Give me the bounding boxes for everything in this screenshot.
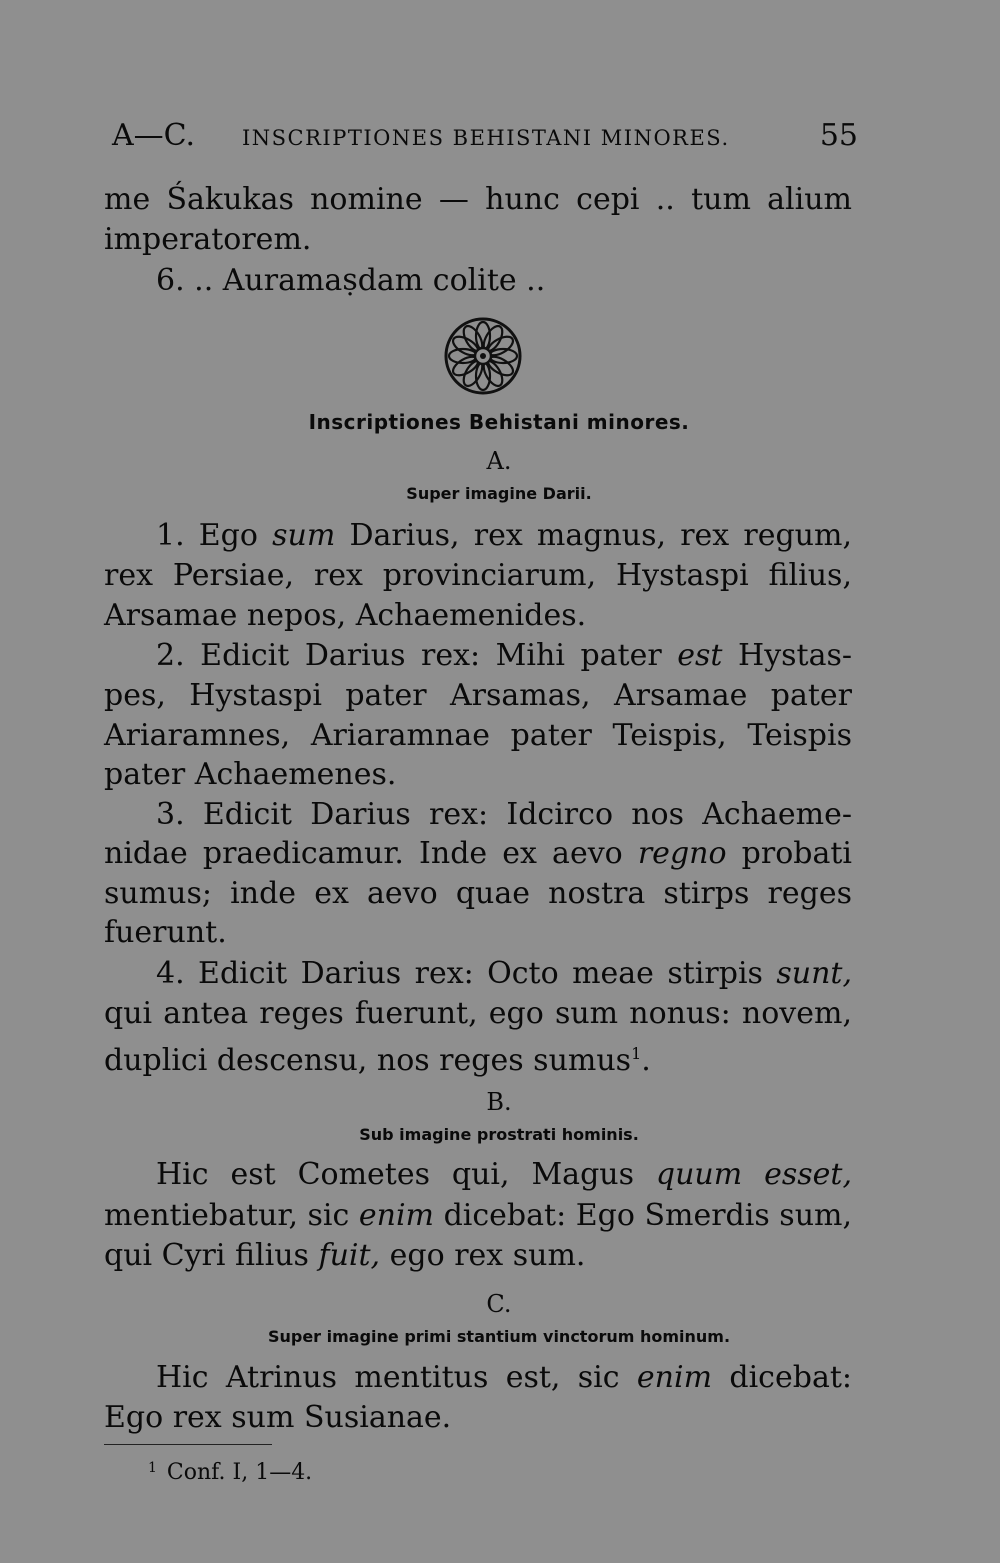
text-segment: 2. Edicit Darius rex: Mihi pater xyxy=(156,638,678,673)
inscription-b-letter: B. xyxy=(486,1088,512,1116)
text-segment: Hic Atrinus mentitus est, sic xyxy=(156,1360,637,1395)
inscription-a-subtitle: Super imagine Darii. xyxy=(406,484,592,503)
italic-word: esset, xyxy=(742,1157,852,1192)
italic-word: enim xyxy=(358,1198,435,1233)
c-line-1 xyxy=(104,1358,852,1398)
text-segment: duplici descensu, nos reges sumus xyxy=(104,1043,632,1078)
a-p2-line-1 xyxy=(104,636,852,676)
a-p3-line-2 xyxy=(104,834,852,874)
inscription-b-subtitle: Sub imagine prostrati hominis. xyxy=(359,1125,639,1144)
italic-word: sum xyxy=(272,518,336,553)
continued-line-1: me Śakukas nomine — hunc cepi .. tum alium xyxy=(104,182,852,217)
c-line-2: Ego rex sum Susianae. xyxy=(104,1400,452,1435)
continued-line-2: imperatorem. xyxy=(104,222,312,257)
section-title: Inscriptiones Behistani minores. xyxy=(308,410,690,434)
a-p1-line-3: Arsamae nepos, Achaemenides. xyxy=(104,598,587,633)
a-p4-line-3 xyxy=(104,1034,852,1081)
text-segment: 4. Edicit Darius rex: Octo meae stirpis xyxy=(156,956,777,991)
b-line-3 xyxy=(104,1236,852,1276)
running-title: INSCRIPTIONES BEHISTANI MINORES. xyxy=(242,126,730,150)
a-p4-line-1 xyxy=(104,954,852,994)
inscription-c-letter: C. xyxy=(486,1290,512,1318)
section-range: A—C. xyxy=(112,118,196,153)
italic-word: sunt, xyxy=(776,956,852,991)
footnote-ref[interactable]: 1 xyxy=(631,1044,642,1063)
text-segment: nidae praedicamur. Inde ex aevo xyxy=(104,836,638,871)
text-segment: Hic est Cometes qui, Magus xyxy=(156,1157,656,1192)
footnote-mark: 1 xyxy=(148,1460,157,1476)
text-segment: Hystas- xyxy=(722,638,853,673)
text-segment: dicebat: xyxy=(712,1360,852,1395)
b-line-1 xyxy=(104,1155,852,1195)
text-segment: ego rex sum. xyxy=(380,1238,586,1273)
a-p2-line-4: pater Achaemenes. xyxy=(104,757,397,792)
b-line-2 xyxy=(104,1196,852,1236)
footnote-text: Conf. I, 1—4. xyxy=(166,1460,313,1485)
running-header xyxy=(112,118,858,158)
text-segment: . xyxy=(641,1043,651,1078)
italic-word: quum xyxy=(655,1157,743,1192)
italic-word: fuit, xyxy=(318,1238,381,1273)
text-segment: Darius, rex magnus, rex regum, xyxy=(335,518,852,553)
a-p1-line-2: rex Persiae, rex provinciarum, Hystaspi filius, xyxy=(104,558,852,593)
page-number: 55 xyxy=(819,118,858,153)
footnote xyxy=(148,1460,312,1485)
text-segment: dicebat: Ego Smerdis sum, xyxy=(434,1198,853,1233)
text-segment: 1. Ego xyxy=(156,518,273,553)
a-p3-line-3: sumus; inde ex aevo quae nostra stirps reges xyxy=(104,876,852,911)
continued-line-3: 6. .. Auramaṣdam colite .. xyxy=(156,263,546,298)
rosette-icon xyxy=(443,316,523,396)
a-p1-line-1 xyxy=(104,516,852,556)
a-p2-line-3: Ariaramnes, Ariaramnae pater Teispis, Teispis xyxy=(104,718,852,753)
italic-word: enim xyxy=(636,1360,713,1395)
text-segment: mentiebatur, sic xyxy=(104,1198,359,1233)
italic-word: est xyxy=(677,638,723,673)
a-p4-line-2: qui antea reges fuerunt, ego sum nonus: novem, xyxy=(104,996,852,1031)
text-segment: qui Cyri filius xyxy=(104,1238,319,1273)
a-p3-line-1: 3. Edicit Darius rex: Idcirco nos Achaeme- xyxy=(156,797,852,832)
inscription-a-letter: A. xyxy=(486,447,512,475)
a-p2-line-2: pes, Hystaspi pater Arsamas, Arsamae pater xyxy=(104,678,852,713)
inscription-c-subtitle: Super imagine primi stantium vinctorum hominum. xyxy=(267,1327,731,1346)
a-p3-line-4: fuerunt. xyxy=(104,915,227,950)
italic-word: regno xyxy=(637,836,727,871)
footnote-rule xyxy=(104,1444,272,1445)
text-segment: probati xyxy=(726,836,852,871)
